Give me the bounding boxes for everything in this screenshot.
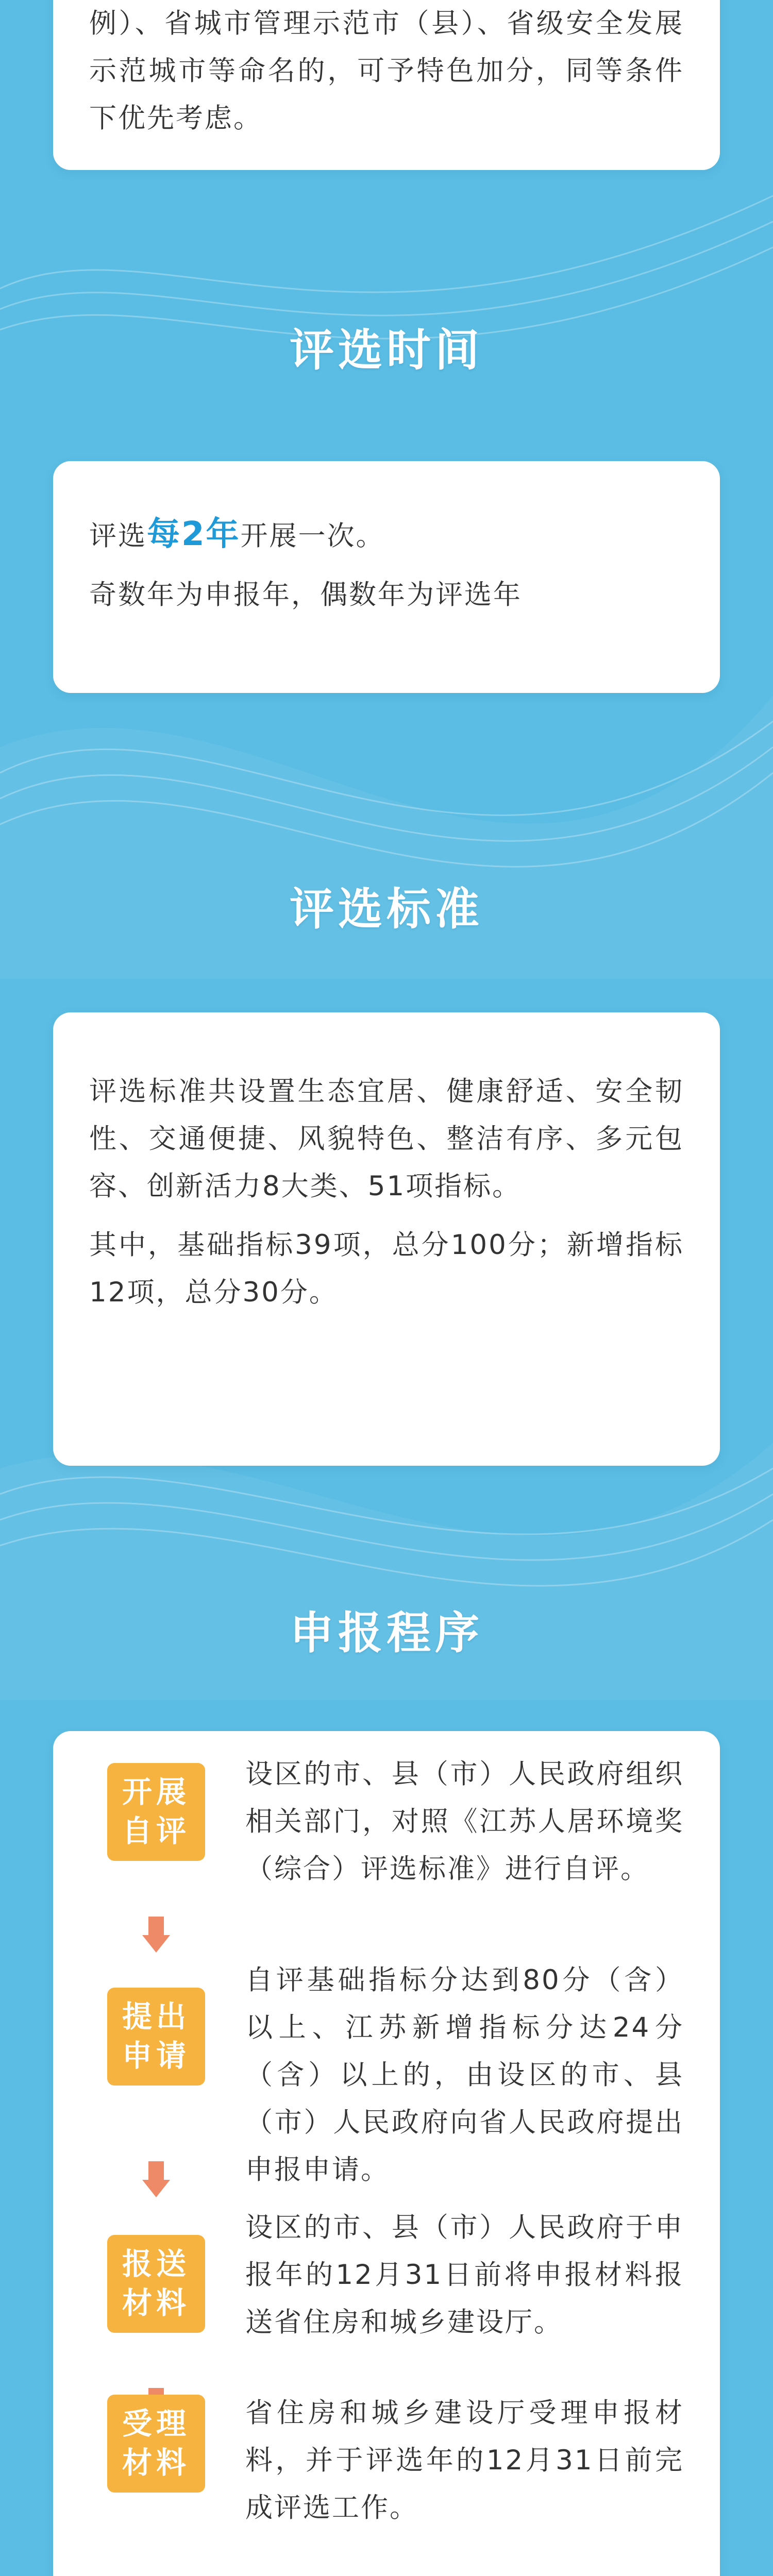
standard-para-2: 其中，基础指标39项，总分100分；新增指标12项，总分30分。 — [89, 1229, 684, 1308]
standard-para-1: 评选标准共设置生态宜居、健康舒适、安全韧性、交通便捷、风貌特色、整洁有序、多元包容、创新活力8大类、51项指标。 — [89, 1076, 684, 1202]
intro-text: 例）、省城市管理示范市（县）、省级安全发展示范城市等命名的，可予特色加分，同等条件下优先考虑。 — [89, 8, 684, 134]
step-text: 设区的市、县（市）人民政府组织相关部门，对照《江苏人居环境奖（综合）评选标准》进行自评。 — [245, 1758, 684, 1885]
step-text: 自评基础指标分达到80分（含）以上、江苏新增指标分达24分（含）以上的，由设区的市、县（市）人民政府向省人民政府提出申报申请。 — [245, 1964, 684, 2185]
timing-highlight: 每2年 — [147, 515, 241, 553]
intro-card — [53, 0, 720, 170]
timing-card — [53, 461, 720, 693]
section-title-standard: 评选标准 — [290, 884, 483, 935]
section-title-procedure: 申报程序 — [290, 1607, 483, 1659]
standard-card — [53, 1012, 720, 1466]
timing-line-2: 奇数年为申报年，偶数年为评选年 — [89, 579, 522, 611]
section-title-timing: 评选时间 — [290, 325, 483, 376]
procedure-step — [107, 2389, 684, 2554]
timing-prefix: 评选 — [89, 520, 147, 552]
timing-line-1 — [89, 511, 684, 560]
procedure-step — [107, 1751, 684, 1957]
procedure-card — [53, 1731, 720, 2576]
procedure-step — [107, 2204, 684, 2389]
step-badge: 报送材料 — [107, 2235, 205, 2333]
procedure-step — [107, 1957, 684, 2204]
step-text: 设区的市、县（市）人民政府于申报年的12月31日前将申报材料报送省住房和城乡建设厅。 — [245, 2212, 684, 2338]
step-badge: 受理材料 — [107, 2395, 205, 2493]
step-text: 省住房和城乡建设厅受理申报材料，并于评选年的12月31日前完成评选工作。 — [245, 2397, 684, 2523]
step-badge: 提出申请 — [107, 1988, 205, 2086]
step-badge: 开展自评 — [107, 1763, 205, 1861]
timing-suffix: 开展一次。 — [240, 520, 385, 552]
